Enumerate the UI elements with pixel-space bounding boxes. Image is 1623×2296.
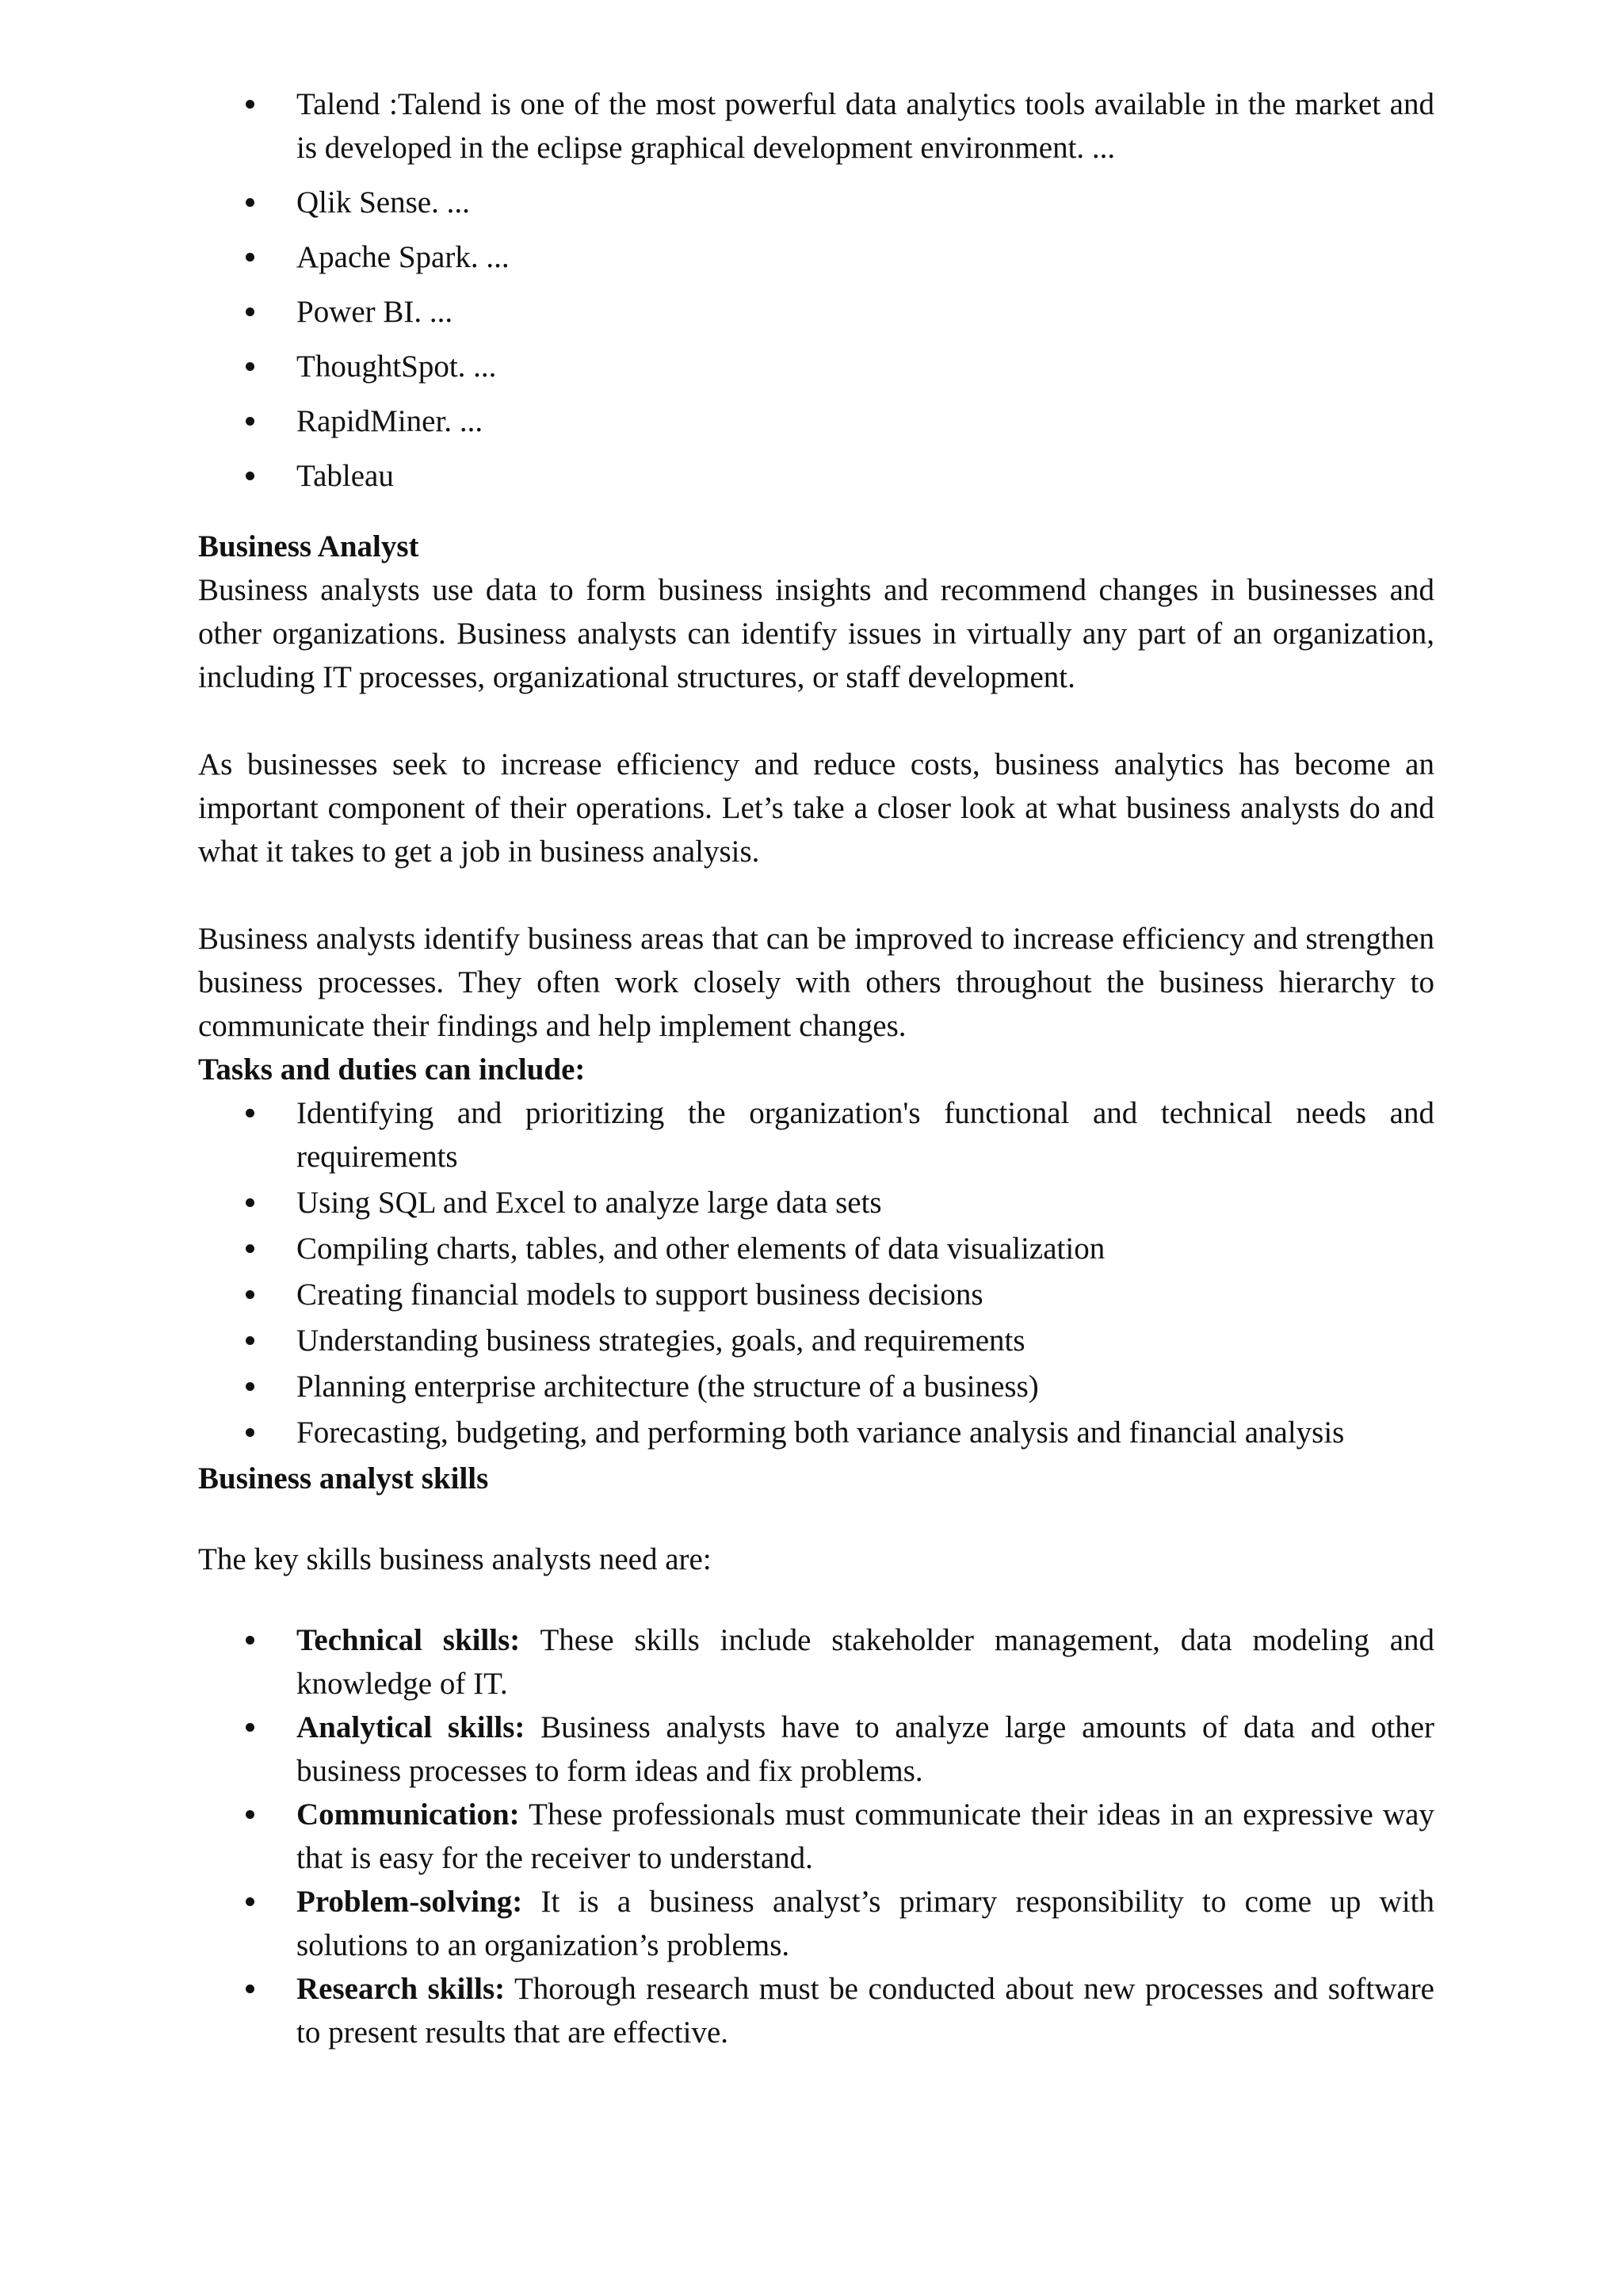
skill-term: Technical skills:	[296, 1623, 521, 1657]
skill-term: Analytical skills:	[296, 1710, 525, 1744]
skills-heading: Business analyst skills	[198, 1461, 489, 1496]
bullet-icon	[246, 1109, 254, 1117]
business-analyst-heading: Business Analyst	[198, 529, 419, 563]
list-item: Identifying and prioritizing the organization's functional and technical needs and requirements	[198, 1091, 1434, 1179]
business-analyst-paragraph-2: As businesses seek to increase efficiency and reduce costs, business analytics has become an important component of their operations. Let’s take a closer look at what business analysts do and what it takes to get a job in business analysis.	[198, 747, 1434, 869]
bullet-icon	[246, 1336, 254, 1345]
bullet-icon	[246, 253, 254, 262]
list-item: RapidMiner. ...	[198, 399, 1434, 443]
skill-description: Business analysts have to analyze large amounts of data and other business processes to form ideas and fix problems.	[296, 1710, 1434, 1788]
list-item: Power BI. ...	[198, 290, 1434, 334]
bullet-icon	[246, 1897, 254, 1906]
list-item: Creating financial models to support business decisions	[198, 1273, 1434, 1316]
list-item: ThoughtSpot. ...	[198, 345, 1434, 388]
bullet-icon	[246, 1810, 254, 1819]
list-item: Forecasting, budgeting, and performing both variance analysis and financial analysis	[198, 1411, 1434, 1454]
list-item: Using SQL and Excel to analyze large data sets	[198, 1181, 1434, 1224]
skill-term: Problem-solving:	[296, 1885, 523, 1919]
skill-description: It is a business analyst’s primary responsibility to come up with solutions to an organization’s problems.	[296, 1885, 1434, 1962]
tools-list	[198, 82, 1434, 498]
bullet-icon	[246, 198, 254, 207]
bullet-icon	[246, 100, 254, 109]
bullet-icon	[246, 417, 254, 426]
bullet-icon	[246, 362, 254, 371]
skills-list	[198, 1618, 1434, 2054]
bullet-icon	[246, 1198, 254, 1207]
bullet-icon	[246, 1382, 254, 1391]
list-item: Understanding business strategies, goals, and requirements	[198, 1319, 1434, 1362]
tasks-list	[198, 1091, 1434, 1454]
list-item	[198, 1618, 1434, 1706]
skill-description: Thorough research must be conducted about new processes and software to present results that are effective.	[296, 1972, 1434, 2050]
list-item	[198, 1706, 1434, 1793]
list-item: Qlik Sense. ...	[198, 181, 1434, 224]
list-item: Planning enterprise architecture (the structure of a business)	[198, 1365, 1434, 1408]
bullet-icon	[246, 1428, 254, 1437]
business-analyst-paragraph-1: Business analysts use data to form business insights and recommend changes in businesses and other organizations. Business analysts can identify issues in virtually any part of an organization, including IT processes, organizational structures, or staff development.	[198, 573, 1434, 694]
bullet-icon	[246, 1244, 254, 1253]
skill-term: Communication:	[296, 1797, 520, 1832]
bullet-icon	[246, 472, 254, 480]
skill-description: These professionals must communicate their ideas in an expressive way that is easy for the receiver to understand.	[296, 1797, 1434, 1875]
list-item	[198, 1967, 1434, 2054]
list-item	[198, 1793, 1434, 1880]
skill-term: Research skills:	[296, 1972, 506, 2006]
bullet-icon	[246, 1985, 254, 1993]
skills-intro: The key skills business analysts need are:	[198, 1542, 712, 1576]
bullet-icon	[246, 1636, 254, 1645]
business-analyst-paragraph-3: Business analysts identify business areas that can be improved to increase efficiency and strengthen business processes. They often work closely with others throughout the business hierarchy to communicate their findings and help implement changes.	[198, 922, 1434, 1043]
list-item: Compiling charts, tables, and other elements of data visualization	[198, 1227, 1434, 1270]
list-item: Talend :Talend is one of the most powerful data analytics tools available in the market and is developed in the eclipse graphical development environment. ...	[198, 82, 1434, 170]
tasks-heading: Tasks and duties can include:	[198, 1052, 586, 1087]
bullet-icon	[246, 1723, 254, 1732]
skill-description: These skills include stakeholder management, data modeling and knowledge of IT.	[296, 1623, 1435, 1701]
document-page	[198, 82, 1434, 2054]
list-item: Tableau	[198, 454, 1434, 498]
bullet-icon	[246, 1290, 254, 1299]
list-item: Apache Spark. ...	[198, 235, 1434, 279]
list-item	[198, 1880, 1434, 1967]
bullet-icon	[246, 308, 254, 316]
